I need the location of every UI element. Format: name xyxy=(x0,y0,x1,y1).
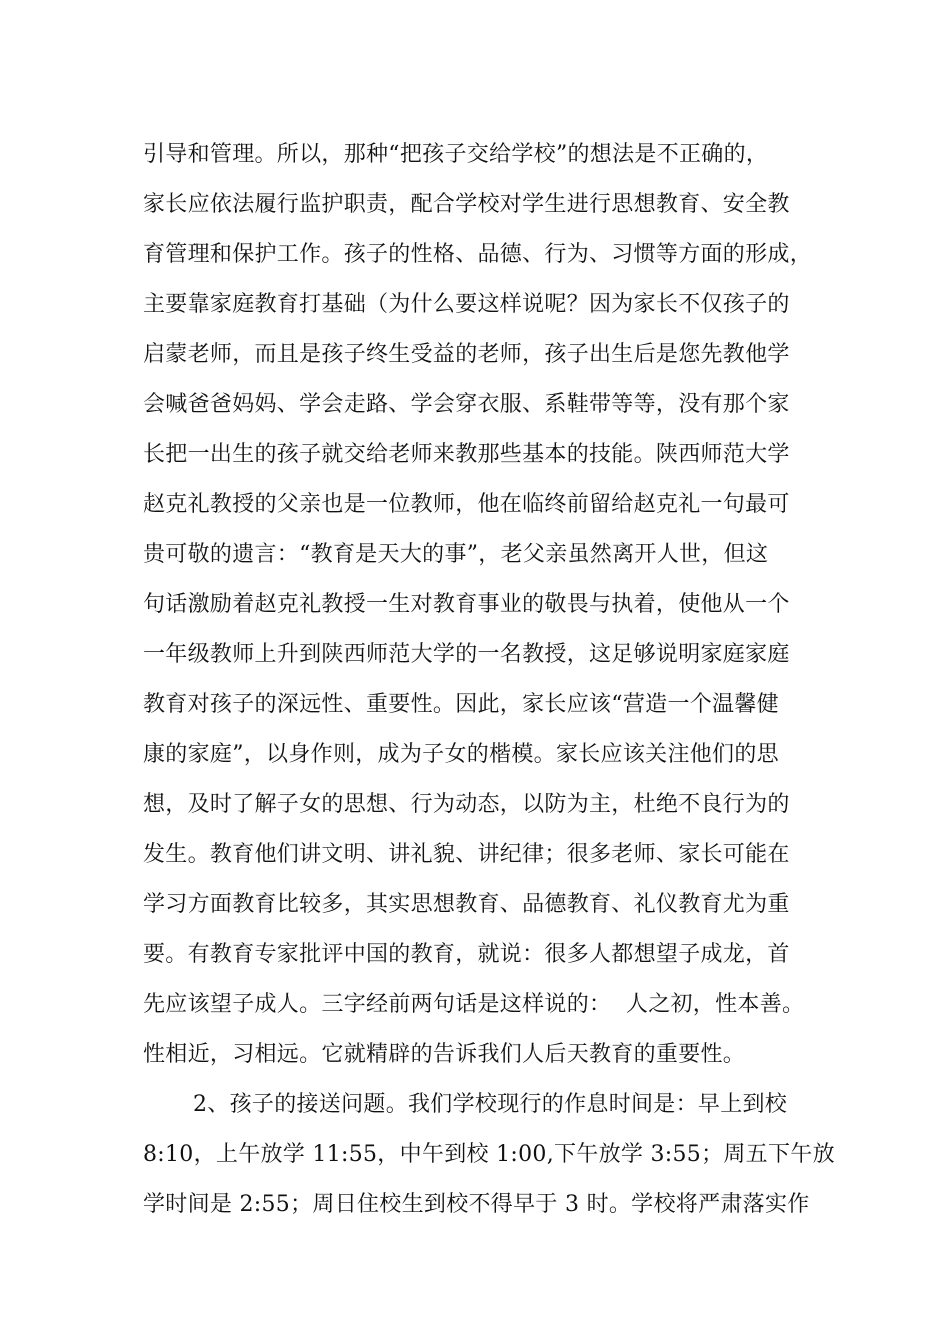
text-line: 想，及时了解子女的思想、行为动态，以防为主，杜绝不良行为的 xyxy=(143,792,790,817)
text-line: 康的家庭”，以身作则，成为子女的楷模。家长应该关注他们的思 xyxy=(143,742,779,767)
text-line: 育管理和保护工作。孩子的性格、品德、行为、习惯等方面的形成， xyxy=(143,242,813,267)
text-line: 句话激励着赵克礼教授一生对教育事业的敬畏与执着，使他从一个 xyxy=(143,592,790,617)
text-line: 学时间是 2:55；周日住校生到校不得早于 3 时。学校将严肃落实作 xyxy=(143,1192,810,1217)
text-line: 引导和管理。所以，那种“把孩子交给学校”的想法是不正确的， xyxy=(143,142,769,167)
text-line: 贵可敬的遗言：“教育是天大的事”，老父亲虽然离开人世，但这 xyxy=(143,542,769,567)
text-line: 会喊爸爸妈妈、学会走路、学会穿衣服、系鞋带等等，没有那个家 xyxy=(143,392,790,417)
paragraph-start-line: 2、孩子的接送问题。我们学校现行的作息时间是：早上到校 xyxy=(193,1092,788,1117)
body-text xyxy=(143,130,843,1230)
text-line: 性相近，习相远。它就精辟的告诉我们人后天教育的重要性。 xyxy=(143,1042,746,1067)
text-line: 家长应依法履行监护职责，配合学校对学生进行思想教育、安全教 xyxy=(143,192,790,217)
text-line: 长把一出生的孩子就交给老师来教那些基本的技能。陕西师范大学 xyxy=(143,442,790,467)
text-line: 要。有教育专家批评中国的教育，就说：很多人都想望子成龙，首 xyxy=(143,942,790,967)
text-line: 8:10，上午放学 11:55，中午到校 1:00,下午放学 3:55；周五下午放 xyxy=(143,1142,835,1167)
text-line: 先应该望子成人。三字经前两句话是这样说的： 人之初，性本善。 xyxy=(143,992,805,1017)
text-line: 主要靠家庭教育打基础（为什么要这样说呢？因为家长不仅孩子的 xyxy=(143,292,790,317)
text-line: 启蒙老师，而且是孩子终生受益的老师，孩子出生后是您先教他学 xyxy=(143,342,790,367)
text-line: 学习方面教育比较多，其实思想教育、品德教育、礼仪教育尤为重 xyxy=(143,892,790,917)
text-line: 一年级教师上升到陕西师范大学的一名教授，这足够说明家庭家庭 xyxy=(143,642,790,667)
text-line: 发生。教育他们讲文明、讲礼貌、讲纪律；很多老师、家长可能在 xyxy=(143,842,790,867)
text-line: 赵克礼教授的父亲也是一位教师，他在临终前留给赵克礼一句最可 xyxy=(143,492,790,517)
text-line: 教育对孩子的深远性、重要性。因此，家长应该“营造一个温馨健 xyxy=(143,692,779,717)
